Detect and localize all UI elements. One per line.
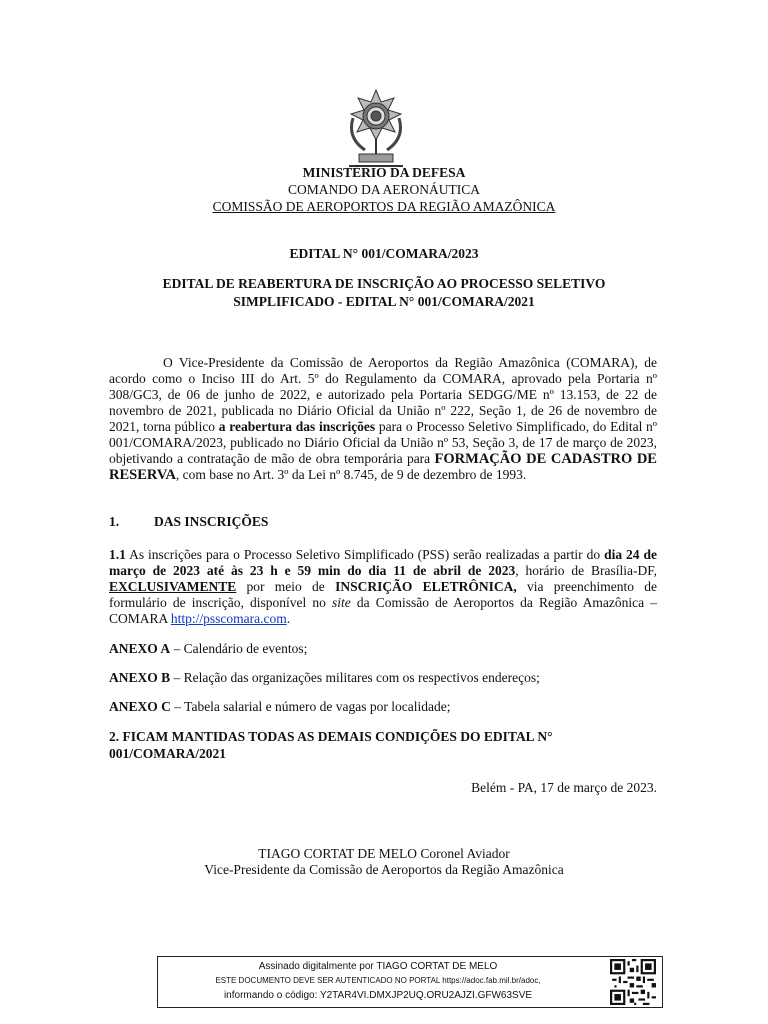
- place-date: Belém - PA, 17 de março de 2023.: [471, 780, 657, 795]
- annex-a-label: ANEXO A: [109, 641, 171, 656]
- intro-text-1: O Vice-Presidente da Comissão de Aeroportos da Região Amazônica (COMARA), de acordo como o Inciso III do Art. 5º do Regulamento da COMARA, aprovado pela Portaria nº 308/GC3, de 06 de junho de 2022, e autorizado pela Portaria SEDGG/ME nº 13.153, de 22 de novembro de 2021, publicada no Diário Oficial da União nº 222, Seção 1, de 26 de novembro de 2021, torna público: [109, 355, 657, 434]
- item-1-1-number: 1.1: [109, 547, 126, 562]
- annex-a: [109, 641, 657, 657]
- item-1-1-paragraph: [109, 547, 657, 627]
- item-1-1-text-6: .: [286, 611, 291, 626]
- annex-b-label: ANEXO B: [109, 670, 171, 685]
- item-1-1-text-1: As inscrições para o Processo Seletivo Simplificado (PSS) serão realizadas a partir do: [125, 547, 605, 562]
- digital-signature-box: [157, 956, 663, 1008]
- annex-b: [109, 670, 657, 686]
- section1-title: DAS INSCRIÇÕES: [154, 514, 269, 529]
- commission-title: COMISSÃO DE AEROPORTOS DA REGIÃO AMAZÔNICA: [212, 199, 556, 214]
- item-1-1-text-2: , horário de Brasília-DF,: [515, 563, 658, 578]
- section2-line1: 2. FICAM MANTIDAS TODAS AS DEMAIS CONDIÇÕES DO EDITAL N°: [109, 729, 553, 744]
- item-1-1-bold-exclusive: EXCLUSIVAMENTE: [109, 579, 237, 594]
- footer-signed: Assinado digitalmente por TIAGO CORTAT DE MELO: [258, 961, 498, 972]
- edital-subtitle-line1: EDITAL DE REABERTURA DE INSCRIÇÃO AO PROCESSO SELETIVO: [162, 276, 606, 291]
- edital-subtitle-line2: SIMPLIFICADO - EDITAL N° 001/COMARA/2021: [233, 294, 535, 309]
- coat-of-arms-icon: [343, 88, 409, 170]
- intro-bold-1: a reabertura das inscrições: [218, 419, 376, 434]
- edital-number: EDITAL N° 001/COMARA/2023: [289, 246, 479, 261]
- item-1-1-bold-electronic: INSCRIÇÃO ELETRÔNICA,: [335, 579, 517, 594]
- psscomara-link[interactable]: http://psscomara.com: [170, 611, 287, 626]
- footer-code: informando o código: Y2TAR4VI.DMXJP2UQ.ORU2AJZI.GFW63SVE: [223, 990, 533, 1001]
- annex-a-text: – Calendário de eventos;: [170, 641, 308, 656]
- intro-text-3: , com base no Art. 3º da Lei nº 8.745, de 9 de dezembro de 1993.: [175, 467, 527, 482]
- item-1-1-bold-dates: dia 24 de março de 2023 até às 23 h e 59 min do dia 11 de abril de 2023: [109, 547, 657, 578]
- ministry-title: MINISTÉRIO DA DEFESA: [302, 165, 466, 180]
- annex-c: [109, 699, 657, 715]
- section1-number: 1.: [109, 514, 120, 529]
- item-1-1-text-5: da Comissão de Aeroportos da Região Amazônica – COMARA: [109, 595, 658, 626]
- annex-c-text: – Tabela salarial e número de vagas por localidade;: [170, 699, 451, 714]
- section2-line2: 001/COMARA/2021: [109, 746, 226, 761]
- annex-c-label: ANEXO C: [109, 699, 171, 714]
- footer-notice: ESTE DOCUMENTO DEVE SER AUTENTICADO NO PORTAL https://adoc.fab.mil.br/adoc,: [215, 976, 541, 985]
- item-1-1-text-3: por meio de: [236, 579, 336, 594]
- item-1-1-text-4: via preenchimento de formulário de inscrição, disponível no: [109, 579, 657, 610]
- signature-role: Vice-Presidente da Comissão de Aeroportos da Região Amazônica: [204, 862, 564, 877]
- intro-bold-2: FORMAÇÃO DE CADASTRO DE RESERVA: [109, 451, 657, 483]
- intro-paragraph: [109, 355, 657, 483]
- signature-name: TIAGO CORTAT DE MELO Coronel Aviador: [258, 846, 510, 861]
- item-1-1-italic-site: site: [332, 595, 351, 610]
- command-title: COMANDO DA AERONÁUTICA: [287, 182, 480, 197]
- intro-text-2: para o Processo Seletivo Simplificado, do Edital nº 001/COMARA/2023, publicado no Diário Oficial da União nº 53, Seção 3, de 17 de março de 2023, objetivando a contratação de mão de obra temporária para: [109, 419, 657, 466]
- annex-b-text: – Relação das organizações militares com os respectivos endereços;: [170, 670, 540, 685]
- qr-code-icon: [610, 959, 656, 1005]
